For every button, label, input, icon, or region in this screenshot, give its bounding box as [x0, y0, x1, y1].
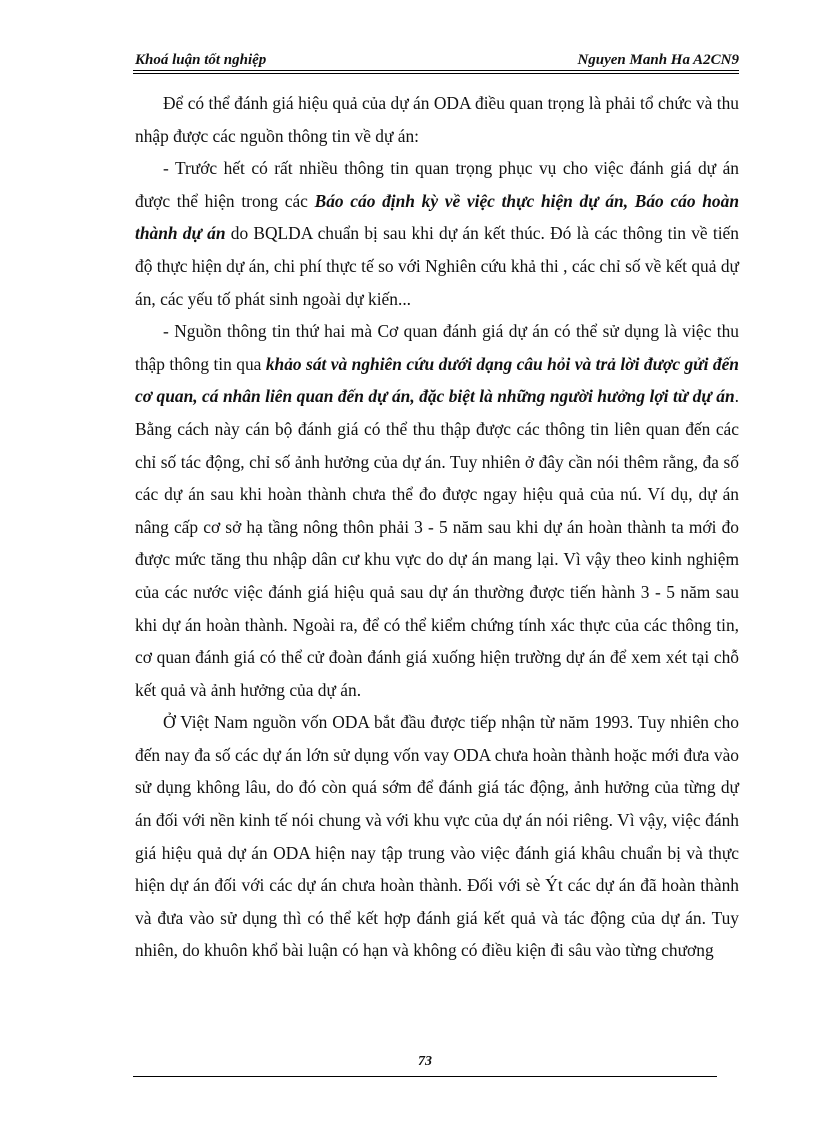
header-author: Nguyen Manh Ha A2CN9 — [577, 52, 739, 68]
footer-divider — [133, 1076, 717, 1077]
paragraph-text: Ở Việt Nam nguồn vốn ODA bắt đầu được tiếp nhận từ năm 1993. Tuy nhiên cho đến nay đa số các dự án lớn sử dụng vốn vay ODA chưa hoàn thành hoặc mới đưa vào sử dụng không lâu, do đó còn quá sớm để đánh giá tác động, ảnh hưởng của từng dự án đối với nền kinh tế nói chung và với khu vực của dự án nói riêng. Vì vậy, việc đánh giá hiệu quả dự án ODA hiện nay tập trung vào việc đánh giá khâu chuẩn bị và thực hiện dự án đối với các dự án chưa hoàn thành. Đối với sè Ýt các dự án đã hoàn thành và đưa vào sử dụng thì có thể kết hợp đánh giá kết quả và tác động của dự án. Tuy nhiên, do khuôn khổ bài luận có hạn và không có điều kiện đi sâu vào từng chương — [135, 712, 739, 961]
paragraph — [135, 706, 739, 967]
page-number: 73 — [418, 1054, 432, 1069]
paragraph — [135, 315, 739, 706]
body-text — [135, 87, 739, 967]
page-footer — [133, 1052, 717, 1077]
paragraph-text: . Bằng cách này cán bộ đánh giá có thể thu thập được các thông tin liên quan đến các chỉ số tác động, chỉ số ảnh hưởng của dự án. Tuy nhiên ở đây cần nói thêm rằng, đa số các dự án sau khi hoàn thành chưa thể đo được ngay hiệu quả của nú. Ví dụ, dự án nâng cấp cơ sở hạ tầng nông thôn phải 3 - 5 năm sau khi dự án hoàn thành ta mới đo được mức tăng thu nhập dân cư khu vực do dự án mang lại. Vì vậy theo kinh nghiệm của các nước việc đánh giá hiệu quả sau dự án thường được tiến hành 3 - 5 năm sau khi dự án hoàn thành. Ngoài ra, để có thể kiểm chứng tính xác thực của các thông tin, cơ quan đánh giá có thể cử đoàn đánh giá xuống hiện trường dự án để xem xét tại chỗ kết quả và ảnh hưởng của dự án. — [135, 386, 739, 700]
paragraph-text: - Nguồn thông tin thứ hai mà Cơ quan đánh giá dự án có thể sử dụng là việc thu thập thông tin qua — [135, 321, 739, 374]
paragraph-text: - Trước hết có rất nhiều thông tin quan trọng phục vụ cho việc đánh giá dự án được thể hiện trong các — [135, 158, 739, 211]
paragraph — [135, 87, 739, 152]
header-thesis-title: Khoá luận tốt nghiệp — [135, 52, 267, 68]
paragraph-text: do BQLDA chuẩn bị sau khi dự án kết thúc. Đó là các thông tin về tiến độ thực hiện dự án, chi phí thực tế so với Nghiên cứu khả thi , các chỉ số về kết quả dự án, các yếu tố phát sinh ngoài dự kiến... — [135, 223, 739, 309]
emphasized-text: khảo sát và nghiên cứu dưới dạng câu hỏi và trả lời được gửi đến cơ quan, cá nhân liên quan đến dự án, đặc biệt là những người hưởng lợi từ dự án — [135, 353, 739, 407]
paragraph-text: Để có thể đánh giá hiệu quả của dự án ODA điều quan trọng là phải tổ chức và thu nhập được các nguồn thông tin về dự án: — [135, 93, 739, 146]
emphasized-text: Báo cáo định kỳ về việc thực hiện dự án, Báo cáo hoàn thành dự án — [135, 190, 739, 244]
header-divider — [133, 70, 739, 74]
paragraph — [135, 152, 739, 315]
